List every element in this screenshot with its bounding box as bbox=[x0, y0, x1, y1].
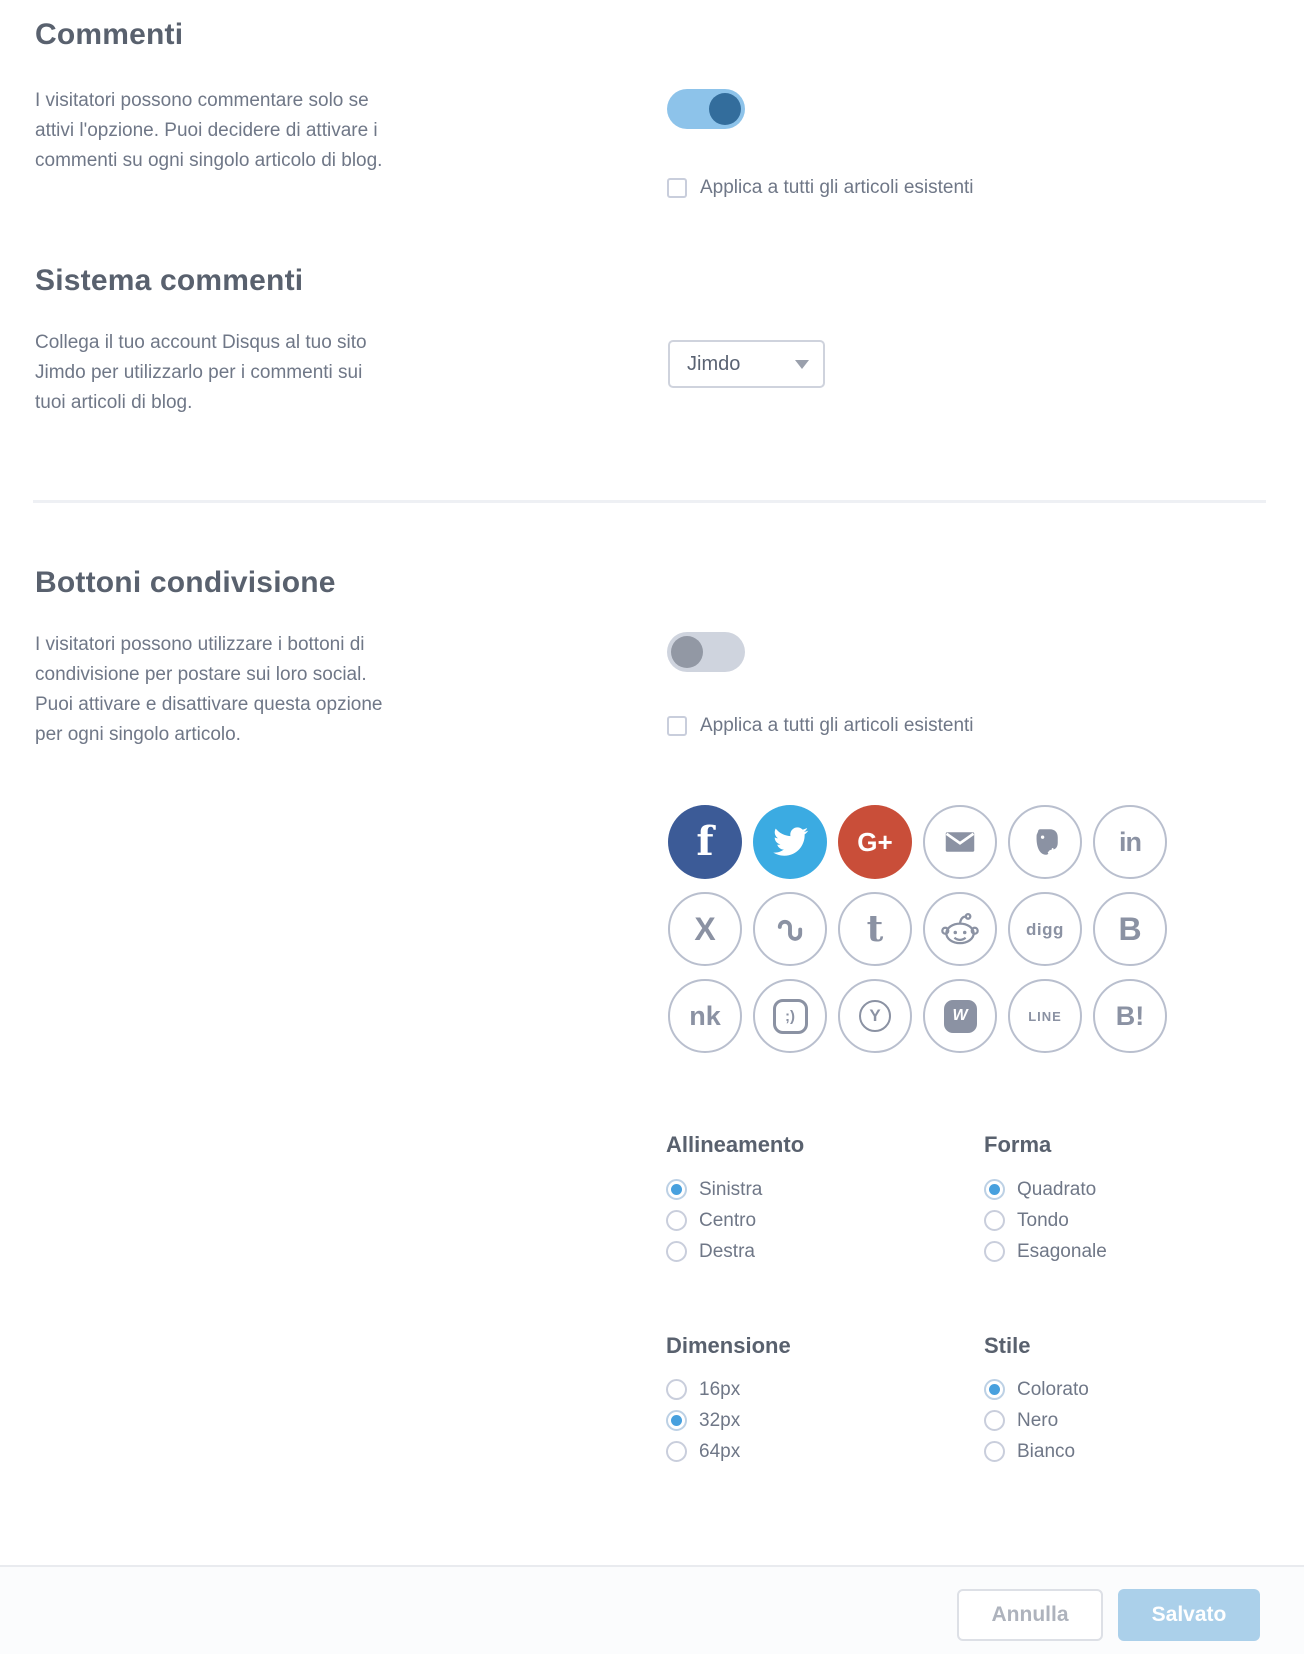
radio-selected[interactable] bbox=[984, 1379, 1005, 1400]
radio-tondo[interactable]: Tondo bbox=[984, 1205, 1107, 1236]
group-title-stile: Stile bbox=[984, 1333, 1031, 1358]
checkbox-label: Applica a tutti gli articoli esistenti bbox=[700, 715, 974, 736]
chevron-down-icon bbox=[795, 360, 809, 369]
radio-unselected[interactable] bbox=[984, 1441, 1005, 1462]
wykop-icon: W bbox=[923, 979, 997, 1053]
facebook-icon: f bbox=[668, 805, 742, 879]
hatena-icon: B! bbox=[1093, 979, 1167, 1053]
google-plus-icon: G+ bbox=[838, 805, 912, 879]
bottoni-description: I visitatori possono utilizzare i bottoni di condivisione per postare sui loro social. Puoi attivare e disattivare questa opzione per ogni singolo articolo. bbox=[35, 634, 383, 745]
section-divider bbox=[33, 500, 1266, 503]
group-title-dimensione: Dimensione bbox=[666, 1333, 791, 1358]
stumbleupon-icon bbox=[753, 892, 827, 966]
radio-group-dimensione bbox=[666, 1374, 740, 1467]
radio-unselected[interactable] bbox=[984, 1210, 1005, 1231]
radio-group-forma bbox=[984, 1174, 1107, 1267]
radio-esagonale[interactable]: Esagonale bbox=[984, 1236, 1107, 1267]
group-title-allineamento: Allineamento bbox=[666, 1132, 805, 1157]
nk-icon: nk bbox=[668, 979, 742, 1053]
radio-destra[interactable]: Destra bbox=[666, 1236, 762, 1267]
dropdown-value: Jimdo bbox=[687, 352, 741, 375]
radio-group-stile bbox=[984, 1374, 1089, 1467]
xing-icon: X bbox=[668, 892, 742, 966]
digg-icon: digg bbox=[1008, 892, 1082, 966]
apply-all-articles-checkbox-row-share[interactable] bbox=[667, 714, 974, 738]
jappy-icon: ;) bbox=[753, 979, 827, 1053]
radio-sinistra[interactable]: Sinistra bbox=[666, 1174, 762, 1205]
radio-unselected[interactable] bbox=[666, 1441, 687, 1462]
comment-system-dropdown[interactable] bbox=[668, 340, 825, 388]
checkbox-unchecked[interactable] bbox=[667, 178, 687, 198]
share-buttons-preview-grid bbox=[668, 805, 1167, 1053]
checkbox-label: Applica a tutti gli articoli esistenti bbox=[700, 177, 974, 198]
save-button[interactable]: Salvato bbox=[1118, 1589, 1260, 1641]
radio-bianco[interactable]: Bianco bbox=[984, 1436, 1089, 1467]
radio-unselected[interactable] bbox=[666, 1210, 687, 1231]
tumblr-icon: t bbox=[838, 892, 912, 966]
linkedin-icon: in bbox=[1093, 805, 1167, 879]
radio-nero[interactable]: Nero bbox=[984, 1405, 1089, 1436]
bloglovin-icon: B bbox=[1093, 892, 1167, 966]
commenti-description: I visitatori possono commentare solo se attivi l'opzione. Puoi decidere di attivare i commenti su ogni singolo articolo di blog. bbox=[35, 90, 383, 171]
radio-64px[interactable]: 64px bbox=[666, 1436, 740, 1467]
sistema-description: Collega il tuo account Disqus al tuo sito Jimdo per utilizzarlo per i commenti sui tuoi articoli di blog. bbox=[35, 332, 367, 413]
apply-all-articles-checkbox-row-comments[interactable] bbox=[667, 176, 974, 200]
group-title-forma: Forma bbox=[984, 1132, 1052, 1157]
radio-selected[interactable] bbox=[666, 1410, 687, 1431]
checkbox-unchecked[interactable] bbox=[667, 716, 687, 736]
share-buttons-toggle[interactable] bbox=[667, 632, 745, 672]
twitter-icon bbox=[753, 805, 827, 879]
cancel-button[interactable]: Annulla bbox=[957, 1589, 1103, 1641]
radio-unselected[interactable] bbox=[666, 1241, 687, 1262]
evernote-icon bbox=[1008, 805, 1082, 879]
radio-unselected[interactable] bbox=[984, 1241, 1005, 1262]
radio-selected[interactable] bbox=[984, 1179, 1005, 1200]
radio-16px[interactable]: 16px bbox=[666, 1374, 740, 1405]
email-icon bbox=[923, 805, 997, 879]
radio-centro[interactable]: Centro bbox=[666, 1205, 762, 1236]
line-icon: LINE bbox=[1008, 979, 1082, 1053]
radio-selected[interactable] bbox=[666, 1179, 687, 1200]
radio-colorato[interactable]: Colorato bbox=[984, 1374, 1089, 1405]
footer-bar bbox=[0, 1565, 1304, 1654]
toggle-knob bbox=[671, 636, 703, 668]
radio-unselected[interactable] bbox=[666, 1379, 687, 1400]
reddit-icon bbox=[923, 892, 997, 966]
radio-quadrato[interactable]: Quadrato bbox=[984, 1174, 1107, 1205]
radio-32px[interactable]: 32px bbox=[666, 1405, 740, 1436]
yahoo-icon: Y bbox=[838, 979, 912, 1053]
toggle-knob bbox=[709, 93, 741, 125]
section-title-bottoni-condivisione: Bottoni condivisione bbox=[35, 566, 336, 599]
radio-unselected[interactable] bbox=[984, 1410, 1005, 1431]
section-title-commenti: Commenti bbox=[35, 18, 184, 51]
comments-toggle[interactable] bbox=[667, 89, 745, 129]
section-title-sistema-commenti: Sistema commenti bbox=[35, 264, 304, 297]
radio-group-allineamento bbox=[666, 1174, 762, 1267]
